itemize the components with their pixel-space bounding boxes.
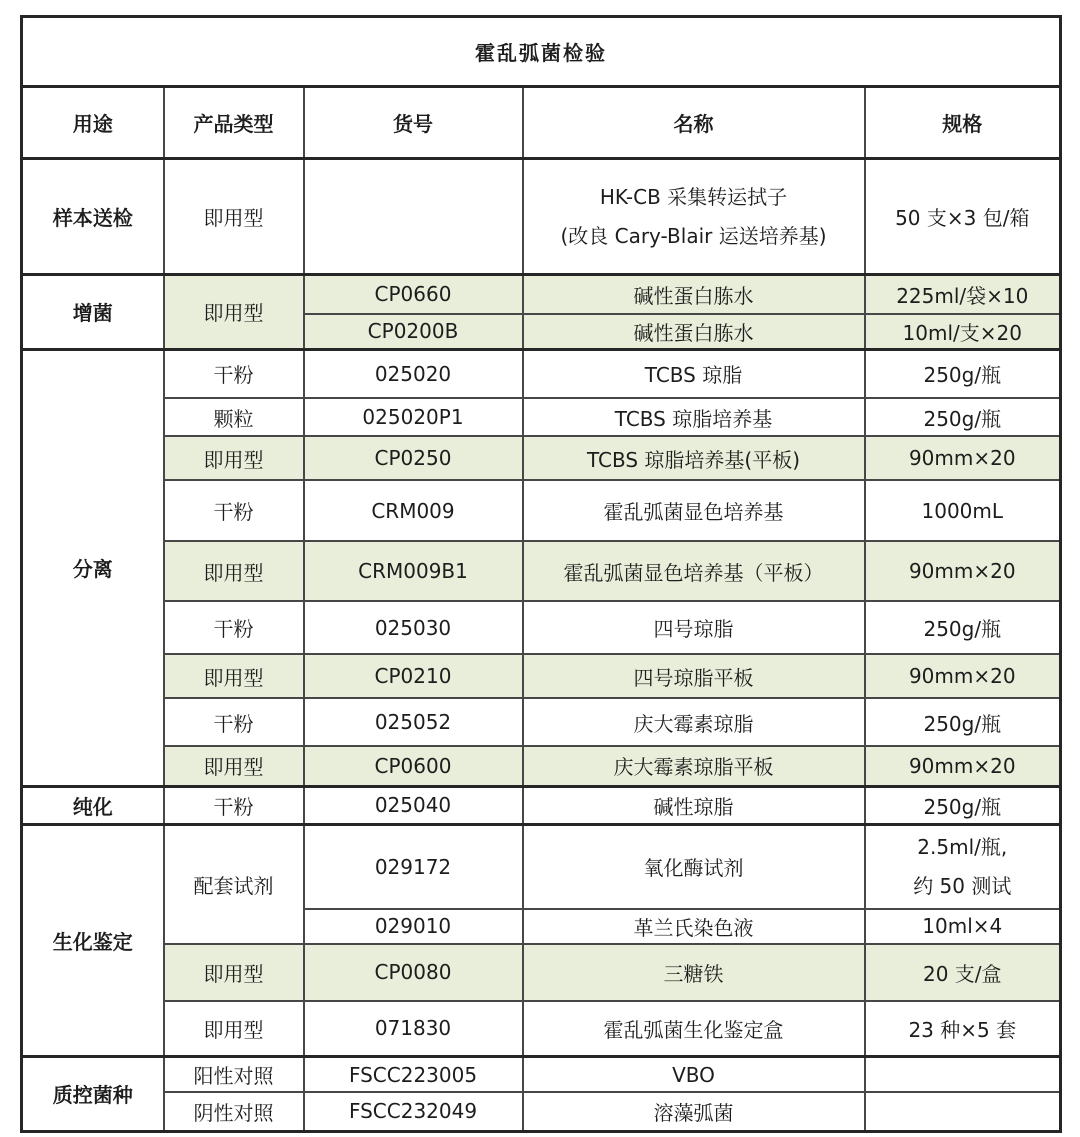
cell-purpose: 质控菌种 [22, 1057, 164, 1132]
table-row [22, 698, 1061, 746]
cell-name: 庆大霉素琼脂 [523, 698, 865, 746]
cell-product-type: 配套试剂 [164, 824, 304, 944]
cell-spec: 10ml×4 [865, 909, 1061, 944]
cell-name: 四号琼脂 [523, 601, 865, 654]
cell-catalog-no [304, 159, 523, 275]
cell-catalog-no: 025020P1 [304, 398, 523, 436]
cell-name: 革兰氏染色液 [523, 909, 865, 944]
cell-name: TCBS 琼脂 [523, 349, 865, 398]
table-row [22, 1057, 1061, 1093]
cell-name: 四号琼脂平板 [523, 654, 865, 698]
cell-spec: 10ml/支×20 [865, 314, 1061, 350]
cell-product-type: 即用型 [164, 1001, 304, 1057]
cell-product-type: 阴性对照 [164, 1092, 304, 1131]
cell-product-type: 即用型 [164, 159, 304, 275]
cell-product-type: 干粉 [164, 786, 304, 824]
cell-spec: 250g/瓶 [865, 349, 1061, 398]
column-header-purpose: 用途 [22, 87, 164, 159]
table-row [22, 349, 1061, 398]
cell-product-type: 干粉 [164, 349, 304, 398]
table-row [22, 1092, 1061, 1131]
cell-catalog-no: CP0600 [304, 746, 523, 786]
cell-spec: 250g/瓶 [865, 786, 1061, 824]
cell-product-type: 即用型 [164, 275, 304, 350]
cell-catalog-no: FSCC232049 [304, 1092, 523, 1131]
cell-catalog-no: 025030 [304, 601, 523, 654]
table-row [22, 275, 1061, 314]
cell-spec [865, 1057, 1061, 1093]
cell-spec [865, 1092, 1061, 1131]
cell-purpose: 纯化 [22, 786, 164, 824]
cell-name: TCBS 琼脂培养基 [523, 398, 865, 436]
cell-product-type: 干粉 [164, 698, 304, 746]
table-row [22, 436, 1061, 480]
cell-name: 溶藻弧菌 [523, 1092, 865, 1131]
cell-catalog-no: CP0200B [304, 314, 523, 350]
cell-line: 2.5ml/瓶, [917, 834, 1008, 859]
cell-product-type: 颗粒 [164, 398, 304, 436]
table-wrap [20, 15, 1060, 1133]
table-row [22, 746, 1061, 786]
cell-spec [865, 824, 1061, 909]
cell-catalog-no: 071830 [304, 1001, 523, 1057]
table-row [22, 1001, 1061, 1057]
table-row [22, 824, 1061, 909]
table-row [22, 398, 1061, 436]
cell-spec: 23 种×5 套 [865, 1001, 1061, 1057]
cell-spec: 1000mL [865, 480, 1061, 541]
cell-name: TCBS 琼脂培养基(平板) [523, 436, 865, 480]
table-row [22, 601, 1061, 654]
table-row [22, 159, 1061, 275]
cell-name: 霍乱弧菌显色培养基 [523, 480, 865, 541]
cell-line: 约 50 测试 [913, 873, 1012, 898]
cell-name: VBO [523, 1057, 865, 1093]
table-row [22, 944, 1061, 1001]
cell-purpose: 生化鉴定 [22, 824, 164, 1057]
column-header-product-type: 产品类型 [164, 87, 304, 159]
cell-spec: 225ml/袋×10 [865, 275, 1061, 314]
cell-catalog-no: CP0250 [304, 436, 523, 480]
cell-product-type: 阳性对照 [164, 1057, 304, 1093]
table-row [22, 786, 1061, 824]
cell-product-type: 干粉 [164, 480, 304, 541]
cell-name: 碱性蛋白胨水 [523, 314, 865, 350]
cell-name [523, 159, 865, 275]
cell-catalog-no: 029010 [304, 909, 523, 944]
cell-spec: 90mm×20 [865, 654, 1061, 698]
cell-catalog-no: 025052 [304, 698, 523, 746]
cell-product-type: 即用型 [164, 746, 304, 786]
cell-purpose: 样本送检 [22, 159, 164, 275]
cell-name: 碱性琼脂 [523, 786, 865, 824]
cell-catalog-no: 029172 [304, 824, 523, 909]
cell-catalog-no: CRM009 [304, 480, 523, 541]
cell-name: 庆大霉素琼脂平板 [523, 746, 865, 786]
cell-catalog-no: 025040 [304, 786, 523, 824]
product-table [20, 15, 1062, 1133]
cell-name: 霍乱弧菌显色培养基（平板） [523, 541, 865, 601]
column-header-spec: 规格 [865, 87, 1061, 159]
column-header-catalog-no: 货号 [304, 87, 523, 159]
table-row [22, 654, 1061, 698]
cell-line: HK-CB 采集转运拭子 [599, 184, 788, 209]
cell-catalog-no: CP0660 [304, 275, 523, 314]
table-row [22, 480, 1061, 541]
cell-product-type: 干粉 [164, 601, 304, 654]
cell-purpose: 增菌 [22, 275, 164, 350]
cell-spec: 20 支/盒 [865, 944, 1061, 1001]
cell-product-type: 即用型 [164, 436, 304, 480]
cell-catalog-no: CP0080 [304, 944, 523, 1001]
cell-spec: 90mm×20 [865, 541, 1061, 601]
cell-spec: 90mm×20 [865, 436, 1061, 480]
cell-catalog-no: CRM009B1 [304, 541, 523, 601]
cell-product-type: 即用型 [164, 654, 304, 698]
cell-product-type: 即用型 [164, 944, 304, 1001]
cell-name: 三糖铁 [523, 944, 865, 1001]
table-title: 霍乱弧菌检验 [22, 17, 1061, 87]
cell-catalog-no: 025020 [304, 349, 523, 398]
column-header-name: 名称 [523, 87, 865, 159]
cell-name: 氧化酶试剂 [523, 824, 865, 909]
cell-product-type: 即用型 [164, 541, 304, 601]
cell-catalog-no: FSCC223005 [304, 1057, 523, 1093]
cell-spec: 250g/瓶 [865, 698, 1061, 746]
cell-spec: 50 支×3 包/箱 [865, 159, 1061, 275]
cell-catalog-no: CP0210 [304, 654, 523, 698]
cell-spec: 250g/瓶 [865, 398, 1061, 436]
cell-name: 霍乱弧菌生化鉴定盒 [523, 1001, 865, 1057]
cell-purpose: 分离 [22, 349, 164, 786]
cell-spec: 250g/瓶 [865, 601, 1061, 654]
cell-spec: 90mm×20 [865, 746, 1061, 786]
cell-line: (改良 Cary-Blair 运送培养基) [560, 223, 827, 248]
table-row [22, 541, 1061, 601]
cell-name: 碱性蛋白胨水 [523, 275, 865, 314]
